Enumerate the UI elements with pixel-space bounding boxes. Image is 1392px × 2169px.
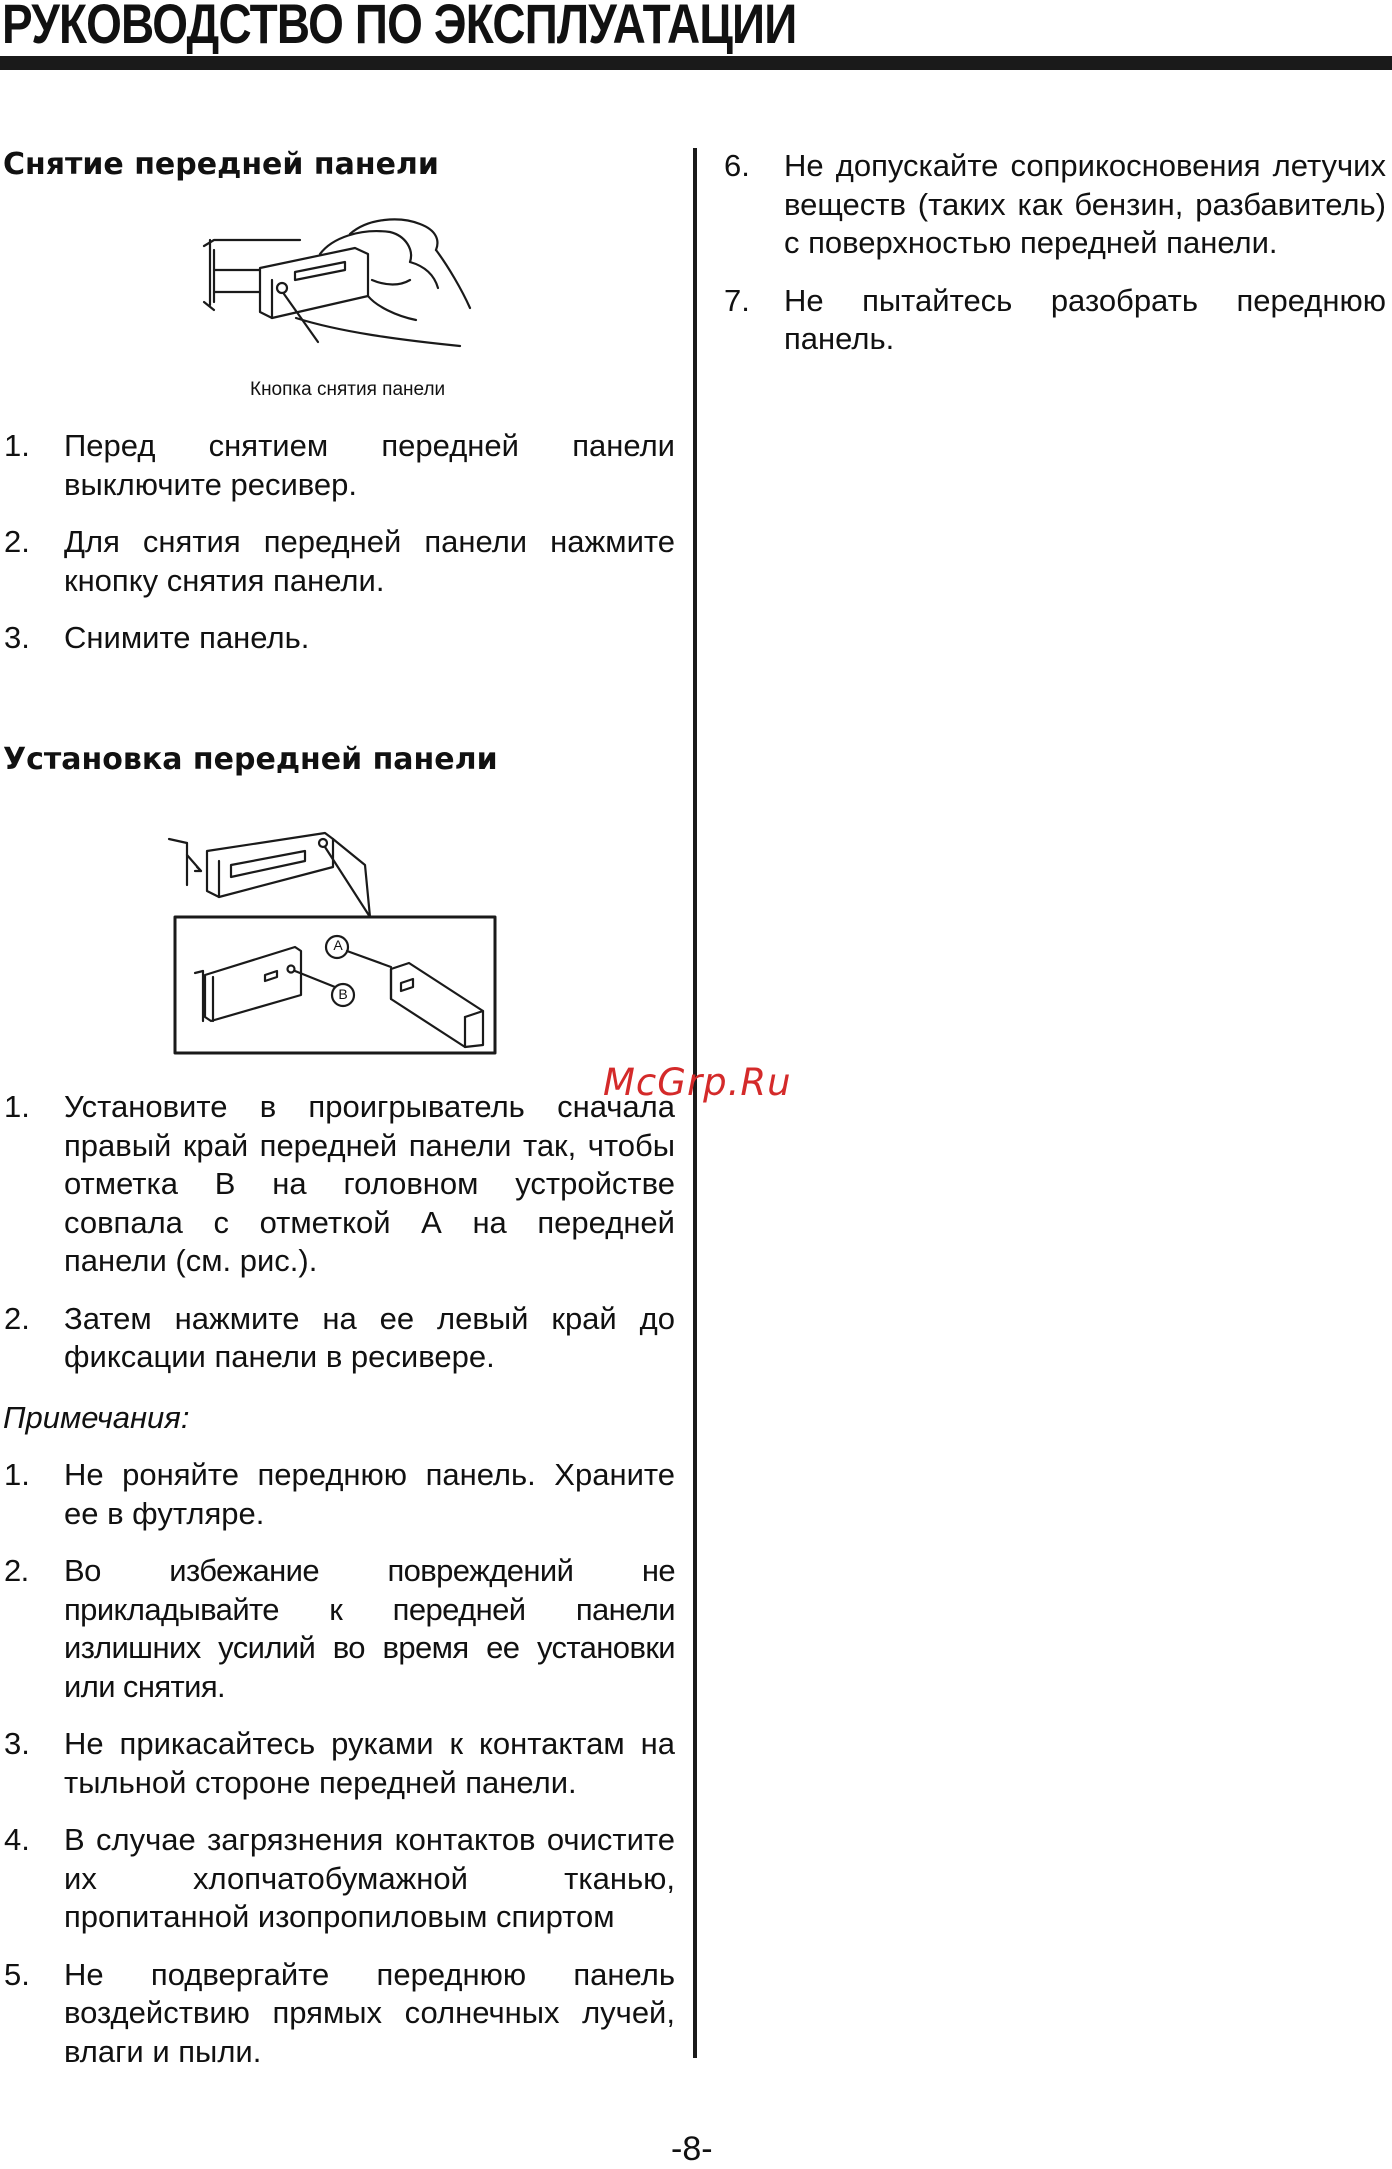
list-item bbox=[0, 1956, 675, 2072]
notes-list bbox=[0, 1456, 675, 2090]
mark-a-label: A bbox=[333, 937, 343, 953]
item-text: Не допускайте соприкосновения летучих веществ (таких как бензин, разбавитель) с поверхностью передней панели. bbox=[784, 148, 1386, 260]
list-item bbox=[0, 619, 675, 658]
figure-caption: Кнопка снятия панели bbox=[250, 379, 446, 400]
item-number: 6. bbox=[724, 148, 750, 183]
item-number: 1. bbox=[4, 1089, 30, 1124]
item-text: Снимите панель. bbox=[64, 620, 310, 655]
list-item bbox=[720, 147, 1386, 263]
item-number: 4. bbox=[4, 1822, 30, 1857]
item-number: 3. bbox=[4, 1726, 30, 1761]
page-header bbox=[0, 0, 1392, 70]
panel-removal-illustration bbox=[200, 210, 480, 370]
item-number: 2. bbox=[4, 524, 30, 559]
notes-heading: Примечания: bbox=[3, 1400, 190, 1435]
item-text: Установите в проигрыватель сначала правый край передней панели так, чтобы отметка В на головном устройстве совпала с отметкой А на передней панели (см. рис.). bbox=[64, 1089, 675, 1278]
header-rule bbox=[0, 56, 1392, 70]
list-item bbox=[0, 1456, 675, 1533]
item-text: Перед снятием передней панели выключите ресивер. bbox=[64, 428, 675, 502]
item-text: Во избежание повреждений не прикладывайте к передней панели излишних усилий во время ее установки или снятия. bbox=[64, 1553, 675, 1704]
item-text: Не пытайтесь разобрать переднюю панель. bbox=[784, 282, 1386, 356]
removal-steps bbox=[0, 427, 675, 677]
list-item bbox=[0, 427, 675, 504]
item-text: Не прикасайтесь руками к контактам на тыльной стороне передней панели. bbox=[64, 1726, 675, 1800]
item-text: В случае загрязнения контактов очистите их хлопчатобумажной тканью, пропитанной изопропиловым спиртом bbox=[64, 1822, 675, 1934]
removal-heading: Снятие передней панели bbox=[3, 147, 439, 182]
item-number: 1. bbox=[4, 1457, 30, 1492]
list-item bbox=[0, 1088, 675, 1281]
list-item bbox=[0, 1725, 675, 1802]
item-number: 5. bbox=[4, 1956, 30, 1992]
item-number: 2. bbox=[4, 1553, 29, 1588]
installation-heading: Установка передней панели bbox=[3, 742, 498, 777]
list-item bbox=[0, 1300, 675, 1377]
item-number: 3. bbox=[4, 620, 30, 655]
list-item bbox=[0, 1552, 675, 1706]
item-text: Не роняйте переднюю панель. Храните ее в футляре. bbox=[64, 1457, 675, 1531]
item-number: 7. bbox=[724, 282, 750, 318]
item-text: Для снятия передней панели нажмите кнопку снятия панели. bbox=[64, 524, 675, 598]
notes-list-continued bbox=[720, 147, 1386, 378]
item-text: Не подвергайте переднюю панель воздействию прямых солнечных лучей, влаги и пыли. bbox=[64, 1956, 675, 2069]
installation-steps bbox=[0, 1088, 675, 1396]
list-item bbox=[0, 523, 675, 600]
mark-b-label: B bbox=[338, 986, 348, 1002]
page-number: -8- bbox=[671, 2130, 713, 2168]
list-item bbox=[0, 1821, 675, 1937]
item-text: Затем нажмите на ее левый край до фиксации панели в ресивере. bbox=[64, 1300, 675, 1374]
document-title: РУКОВОДСТВО ПО ЭКСПЛУАТАЦИИ bbox=[2, 0, 797, 55]
item-number: 1. bbox=[4, 428, 30, 463]
item-number: 2. bbox=[4, 1300, 30, 1336]
watermark: McGrp.Ru bbox=[603, 1061, 792, 1104]
list-item bbox=[720, 282, 1386, 359]
